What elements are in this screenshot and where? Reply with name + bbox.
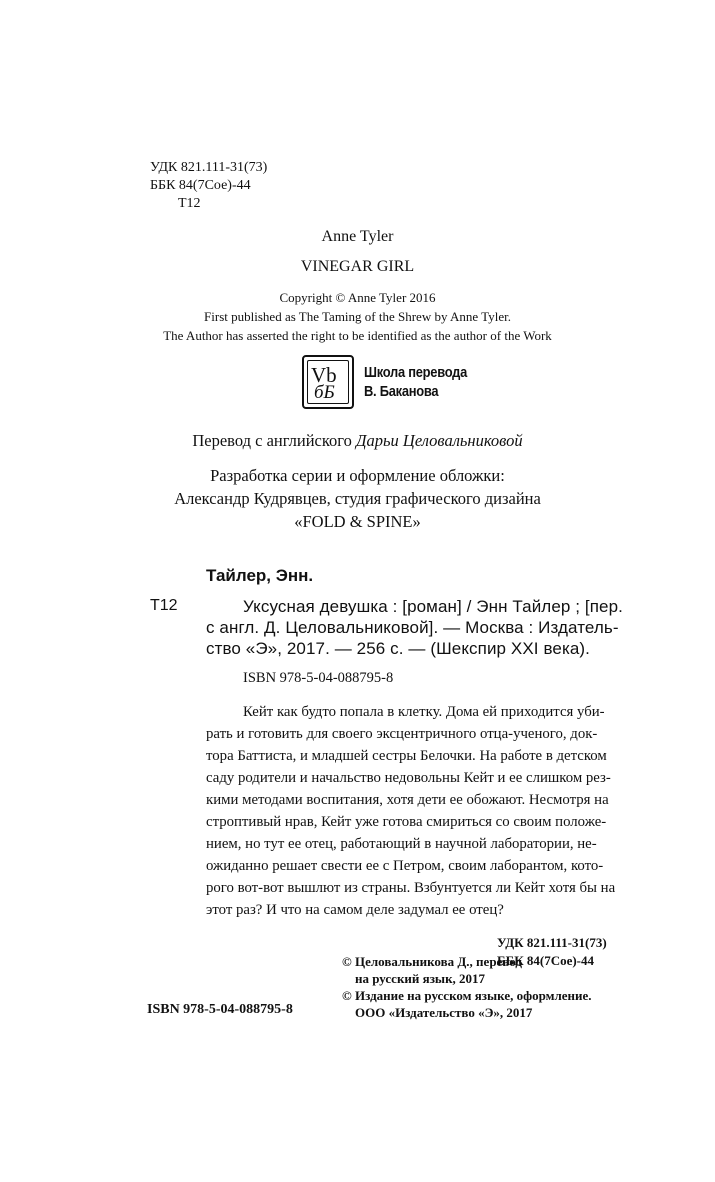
annotation-line: этот раз? И что на самом деле задумал ее отец? (206, 902, 504, 918)
annotation-line: тора Баттиста, и младшей сестры Белочки. На работе в детском (206, 748, 607, 764)
footer-copyright-line: на русский язык, 2017 (355, 971, 486, 986)
record-line: Уксусная девушка : [роман] / Энн Тайлер ; [пер. (243, 597, 623, 616)
logo-line-1: Школа перевода (364, 364, 468, 381)
author-mark: Т12 (178, 196, 201, 211)
original-title: VINEGAR GIRL (300, 258, 415, 275)
annotation-line: строптивый нрав, Кейт уже готова смириться со своим положе- (206, 814, 607, 830)
udk-code: УДК 821.111-31(73) (150, 160, 268, 175)
record-isbn: ISBN 978-5-04-088795-8 (243, 670, 394, 686)
monogram-top: Vb (311, 363, 337, 387)
index-bbk: ББК 84(7Сое)-44 (497, 953, 595, 968)
design-credit-line: Разработка серии и оформление обложки: (210, 466, 505, 485)
design-credit-line: «FOLD & SPINE» (294, 512, 421, 531)
record-line: с англ. Д. Целовальниковой]. — Москва : Издатель- (206, 618, 619, 637)
translation-school-logo (302, 354, 484, 410)
original-author: Anne Tyler (321, 228, 394, 245)
annotation-line: рого вот-вот вышлют из страны. Взбунтуется ли Кейт хотя бы на (206, 880, 616, 896)
copyright-line: First published as The Taming of the Shrew by Anne Tyler. (204, 309, 511, 324)
logo-caption (364, 363, 467, 401)
monogram-icon (302, 355, 354, 409)
record-line: ство «Э», 2017. — 256 с. — (Шекспир XXI века). (206, 639, 590, 658)
record-heading: Тайлер, Энн. (206, 566, 314, 585)
monogram-bottom: бБ (314, 382, 335, 403)
translation-credit (0, 431, 715, 451)
footer-copyright-line: ООО «Издательство «Э», 2017 (355, 1005, 533, 1020)
bbk-code: ББК 84(7Сое)-44 (150, 178, 251, 193)
annotation-line: нием, но тут ее отец, работающий в научной лаборатории, не- (206, 836, 597, 852)
footer-copyright-line: © Целовальникова Д., перевод (342, 954, 522, 969)
annotation-line: кими методами воспитания, хотя дети ее обожают. Несмотря на (206, 792, 609, 808)
record-mark: Т12 (150, 597, 178, 614)
design-credit-line: Александр Кудрявцев, студия графического дизайна (174, 489, 541, 508)
translation-prefix: Перевод с английского (192, 431, 352, 450)
index-udk: УДК 821.111-31(73) (497, 935, 607, 950)
annotation-line: ожиданно решает свести ее с Петром, своим лаборантом, кото- (206, 858, 604, 874)
logo-line-2: В. Баканова (364, 383, 439, 400)
copyright-line: The Author has asserted the right to be identified as the author of the Work (163, 328, 552, 343)
footer-copyright-line: © Издание на русском языке, оформление. (342, 988, 592, 1003)
footer-isbn: ISBN 978-5-04-088795-8 (147, 1002, 293, 1017)
translator-name: Дарьи Целовальниковой (356, 431, 523, 450)
annotation-line: рать и готовить для своего эксцентричного отца-ученого, док- (206, 726, 598, 742)
copyright-line: Copyright © Anne Tyler 2016 (279, 290, 436, 305)
annotation-line: Кейт как будто попала в клетку. Дома ей приходится уби- (243, 704, 605, 720)
annotation-line: саду родители и начальство недовольны Кейт и ее слишком рез- (206, 770, 611, 786)
